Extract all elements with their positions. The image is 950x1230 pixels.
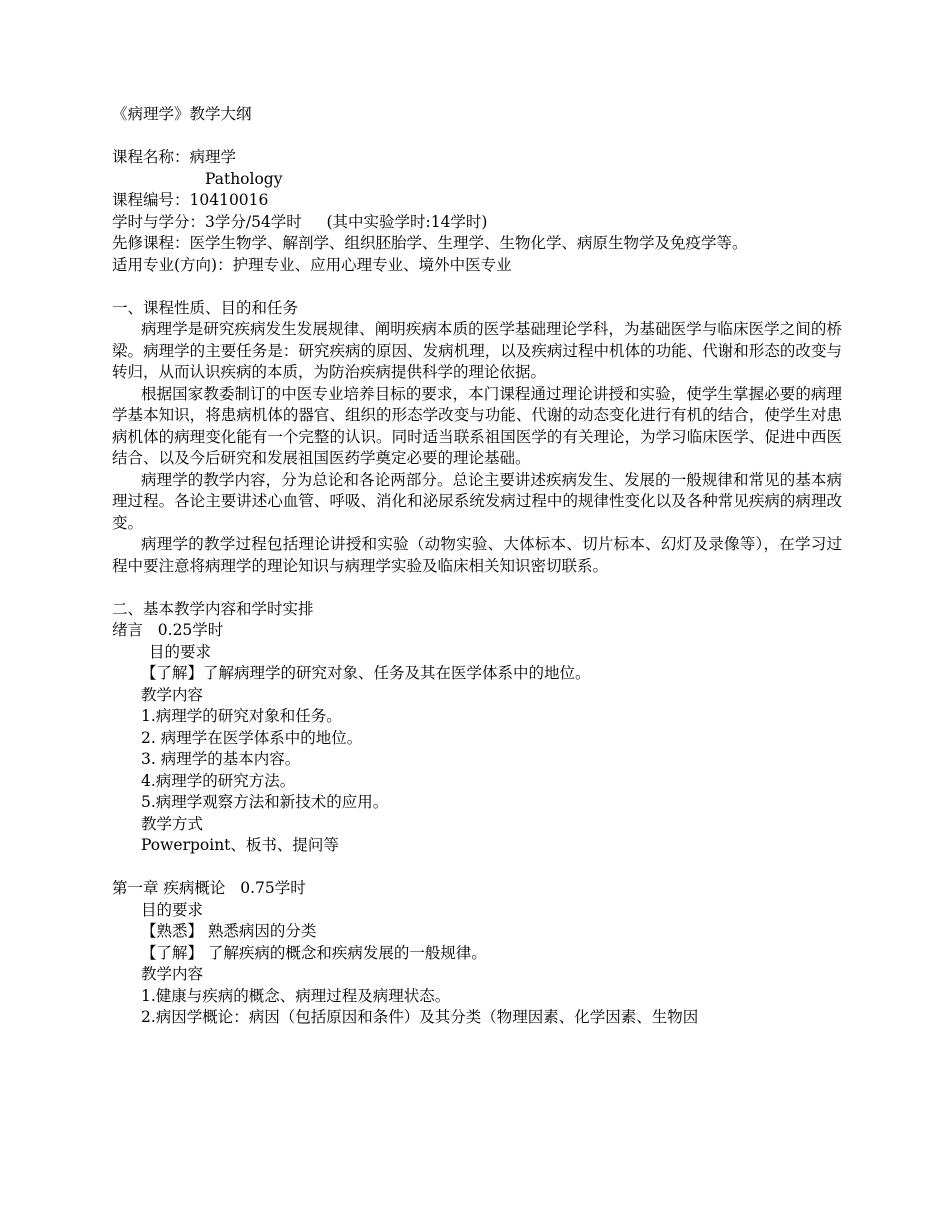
prerequisites: 先修课程：医学生物学、解剖学、组织胚胎学、生理学、生物化学、病原生物学及免疫学等。 [112,234,748,252]
chapter1-goal-item: 【熟悉】 熟悉病因的分类 [141,922,317,940]
chapter1-content-item: 2.病因学概论：病因（包括原因和条件）及其分类（物理因素、化学因素、生物因 [141,1008,699,1026]
section1-heading: 一、课程性质、目的和任务 [112,298,299,317]
course-name-row [112,147,842,169]
chapter1-goal-item: 【了解】 了解疾病的概念和疾病发展的一般规律。 [141,943,487,962]
applicable-majors: 适用专业(方向)：护理专业、应用心理专业、境外中医专业 [112,255,512,274]
section2-heading: 二、基本教学内容和学时实排 [112,599,314,618]
document-title: 《病理学》教学大纲 [112,105,252,123]
course-code: 课程编号：10410016 [112,191,269,209]
intro-content-item: 5.病理学观察方法和新技术的应用。 [141,793,389,811]
chapter1-title: 第一章 疾病概论 0.75学时 [112,879,306,897]
section1-paragraph: 病理学是研究疾病发生发展规律、阐明疾病本质的医学基础理论学科，为基础医学与临床医学之间的桥梁。病理学的主要任务是：研究疾病的原因、发病机理，以及疾病过程中机体的功能、代谢和形态的改变与转归，从而认识疾病的本质，为防治疾病提供科学的理论依据。 [112,320,842,381]
hours-credits: 学时与学分：3学分/54学时 (其中实验学时:14学时) [112,212,488,231]
section1-paragraph: 根据国家教委制订的中医专业培养目标的要求，本门课程通过理论讲授和实验，使学生掌握必要的病理学基本知识，将患病机体的器官、组织的形态学改变与功能、代谢的动态变化进行有机的结合，使学生对患病机体的病理变化能有一个完整的认识。同时适当联系祖国医学的有关理论，为学习临床医学、促进中西医结合、以及今后研究和发展祖国医药学奠定必要的理论基础。 [112,384,842,467]
course-name-label: 课程名称： [112,148,190,166]
intro-goal-item: 【了解】了解病理学的研究对象、任务及其在医学体系中的地位。 [141,664,591,682]
spacer [112,577,842,599]
intro-content-item: 3. 病理学的基本内容。 [141,750,301,768]
intro-content-item: 2. 病理学在医学体系中的地位。 [141,728,363,747]
course-name-cn: 病理学 [189,148,237,166]
spacer [112,126,842,148]
section1-paragraph: 病理学的教学内容，分为总论和各论两部分。总论主要讲述疾病发生、发展的一般规律和常见的基本病理过程。各论主要讲述心血管、呼吸、消化和泌尿系统发病过程中的规律性变化以及各种常见疾病的病理改变。 [112,470,842,532]
document-page [112,104,842,1029]
chapter1-goal-label: 目的要求 [141,900,204,919]
intro-method-text: Powerpoint、板书、提问等 [141,836,339,854]
intro-method-label: 教学方式 [141,814,204,833]
intro-content-item: 4.病理学的研究方法。 [141,771,296,790]
course-name-en: Pathology [205,169,283,188]
chapter1-content-item: 1.健康与疾病的概念、病理过程及病理状态。 [141,986,451,1005]
chapter1-content-label: 教学内容 [141,965,204,983]
section1-paragraph: 病理学的教学过程包括理论讲授和实验（动物实验、大体标本、切片标本、幻灯及录像等），在学习过程中要注意将病理学的理论知识与病理学实验及临床相关知识密切联系。 [112,535,842,575]
intro-content-item: 1.病理学的研究对象和任务。 [141,707,342,725]
intro-goal-label: 目的要求 [149,642,212,661]
intro-content-label: 教学内容 [141,685,204,704]
spacer [112,857,842,879]
spacer [112,276,842,298]
intro-title: 绪言 0.25学时 [112,621,224,639]
